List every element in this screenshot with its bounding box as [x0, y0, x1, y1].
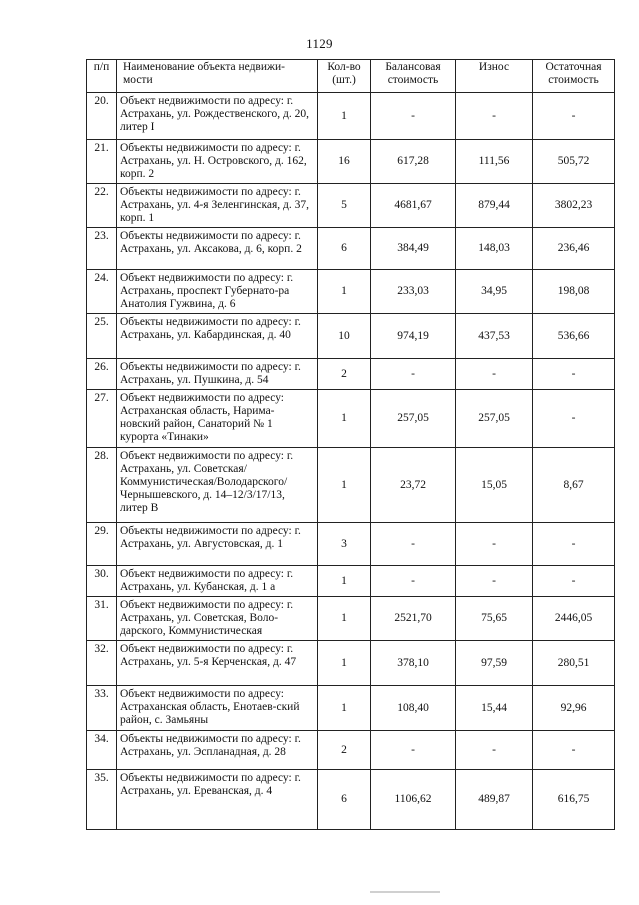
row-number: 25.	[87, 314, 117, 359]
wear-value: 15,44	[456, 686, 533, 731]
table-row	[87, 140, 615, 184]
header-num: п/п	[87, 60, 117, 93]
row-number: 23.	[87, 228, 117, 270]
wear-value: 111,56	[456, 140, 533, 184]
wear-value: -	[456, 93, 533, 140]
wear-value: 257,05	[456, 390, 533, 448]
residual-value: -	[533, 390, 615, 448]
wear-value: 97,59	[456, 641, 533, 686]
table-row	[87, 184, 615, 228]
scan-artifact	[370, 891, 440, 893]
balance-value: 384,49	[371, 228, 456, 270]
row-number: 32.	[87, 641, 117, 686]
balance-value: 378,10	[371, 641, 456, 686]
balance-value: 974,19	[371, 314, 456, 359]
wear-value: 879,44	[456, 184, 533, 228]
property-qty: 2	[318, 731, 371, 770]
property-table	[86, 59, 615, 830]
property-qty: 5	[318, 184, 371, 228]
property-qty: 6	[318, 770, 371, 830]
property-qty: 6	[318, 228, 371, 270]
balance-value: 2521,70	[371, 597, 456, 641]
table-row	[87, 523, 615, 566]
balance-value: 617,28	[371, 140, 456, 184]
balance-value: 257,05	[371, 390, 456, 448]
residual-value: -	[533, 93, 615, 140]
property-qty: 10	[318, 314, 371, 359]
row-number: 33.	[87, 686, 117, 731]
table-row	[87, 597, 615, 641]
table-row	[87, 770, 615, 830]
property-qty: 1	[318, 597, 371, 641]
table-row	[87, 270, 615, 314]
row-number: 27.	[87, 390, 117, 448]
residual-value: -	[533, 359, 615, 390]
header-residual: Остаточная стоимость	[533, 60, 615, 93]
property-name: Объект недвижимости по адресу: г. Астрахань, ул. Советская/ Коммунистическая/Володарского/ Чернышевского, д. 14–12/3/17/13, литер В	[117, 448, 318, 523]
row-number: 35.	[87, 770, 117, 830]
table-row	[87, 93, 615, 140]
property-name: Объект недвижимости по адресу: г. Астрахань, проспект Губернато-ра Анатолия Гужвина, д. 6	[117, 270, 318, 314]
property-qty: 3	[318, 523, 371, 566]
property-qty: 2	[318, 359, 371, 390]
property-name: Объекты недвижимости по адресу: г. Астрахань, ул. Ереванская, д. 4	[117, 770, 318, 830]
property-qty: 1	[318, 686, 371, 731]
header-wear: Износ	[456, 60, 533, 93]
property-qty: 1	[318, 641, 371, 686]
row-number: 20.	[87, 93, 117, 140]
property-qty: 16	[318, 140, 371, 184]
table-row	[87, 359, 615, 390]
residual-value: 616,75	[533, 770, 615, 830]
property-qty: 1	[318, 448, 371, 523]
row-number: 28.	[87, 448, 117, 523]
property-qty: 1	[318, 566, 371, 597]
wear-value: 437,53	[456, 314, 533, 359]
row-number: 21.	[87, 140, 117, 184]
balance-value: -	[371, 566, 456, 597]
residual-value: 8,67	[533, 448, 615, 523]
table-row	[87, 686, 615, 731]
property-qty: 1	[318, 270, 371, 314]
row-number: 31.	[87, 597, 117, 641]
balance-value: -	[371, 359, 456, 390]
table-row	[87, 566, 615, 597]
table-row	[87, 314, 615, 359]
property-name: Объект недвижимости по адресу: Астраханская область, Нарима-новский район, Санаторий № 1 курорта «Тинаки»	[117, 390, 318, 448]
property-name: Объекты недвижимости по адресу: г. Астрахань, ул. Н. Островского, д. 162, корп. 2	[117, 140, 318, 184]
wear-value: 75,65	[456, 597, 533, 641]
property-name: Объект недвижимости по адресу: г. Астрахань, ул. Рождественского, д. 20, литер I	[117, 93, 318, 140]
residual-value: 2446,05	[533, 597, 615, 641]
table-header-row	[87, 60, 615, 93]
row-number: 24.	[87, 270, 117, 314]
header-qty: Кол-во (шт.)	[318, 60, 371, 93]
residual-value: 505,72	[533, 140, 615, 184]
wear-value: -	[456, 731, 533, 770]
property-name: Объект недвижимости по адресу: г. Астрахань, ул. Кубанская, д. 1 а	[117, 566, 318, 597]
page-number: 1129	[306, 36, 333, 51]
residual-value: -	[533, 731, 615, 770]
residual-value: 536,66	[533, 314, 615, 359]
row-number: 26.	[87, 359, 117, 390]
row-number: 34.	[87, 731, 117, 770]
property-name: Объекты недвижимости по адресу: г. Астрахань, ул. Августовская, д. 1	[117, 523, 318, 566]
property-name: Объект недвижимости по адресу: г. Астрахань, ул. Советская, Воло-дарского, Коммунистическая	[117, 597, 318, 641]
residual-value: 280,51	[533, 641, 615, 686]
balance-value: 4681,67	[371, 184, 456, 228]
property-name: Объект недвижимости по адресу: г. Астрахань, ул. 5-я Керченская, д. 47	[117, 641, 318, 686]
property-name: Объекты недвижимости по адресу: г. Астрахань, ул. Пушкина, д. 54	[117, 359, 318, 390]
property-name: Объекты недвижимости по адресу: г. Астрахань, ул. 4-я Зеленгинская, д. 37, корп. 1	[117, 184, 318, 228]
balance-value: 1106,62	[371, 770, 456, 830]
balance-value: 233,03	[371, 270, 456, 314]
table-row	[87, 448, 615, 523]
balance-value: 23,72	[371, 448, 456, 523]
balance-value: -	[371, 523, 456, 566]
header-balance: Балансовая стоимость	[371, 60, 456, 93]
residual-value: 92,96	[533, 686, 615, 731]
property-name: Объекты недвижимости по адресу: г. Астрахань, ул. Аксакова, д. 6, корп. 2	[117, 228, 318, 270]
table-row	[87, 228, 615, 270]
wear-value: -	[456, 566, 533, 597]
wear-value: -	[456, 359, 533, 390]
table-row	[87, 731, 615, 770]
wear-value: 15,05	[456, 448, 533, 523]
table-row	[87, 390, 615, 448]
balance-value: -	[371, 93, 456, 140]
table-row	[87, 641, 615, 686]
wear-value: 34,95	[456, 270, 533, 314]
wear-value: 148,03	[456, 228, 533, 270]
row-number: 22.	[87, 184, 117, 228]
residual-value: -	[533, 566, 615, 597]
balance-value: -	[371, 731, 456, 770]
residual-value: 198,08	[533, 270, 615, 314]
wear-value: -	[456, 523, 533, 566]
row-number: 29.	[87, 523, 117, 566]
property-qty: 1	[318, 93, 371, 140]
row-number: 30.	[87, 566, 117, 597]
residual-value: 236,46	[533, 228, 615, 270]
balance-value: 108,40	[371, 686, 456, 731]
property-name: Объекты недвижимости по адресу: г. Астрахань, ул. Кабардинская, д. 40	[117, 314, 318, 359]
property-name: Объекты недвижимости по адресу: г. Астрахань, ул. Эспланадная, д. 28	[117, 731, 318, 770]
header-name: Наименование объекта недвижи-мости	[117, 60, 318, 93]
property-qty: 1	[318, 390, 371, 448]
wear-value: 489,87	[456, 770, 533, 830]
residual-value: -	[533, 523, 615, 566]
residual-value: 3802,23	[533, 184, 615, 228]
property-name: Объект недвижимости по адресу: Астраханская область, Енотаев-ский район, с. Замьяны	[117, 686, 318, 731]
